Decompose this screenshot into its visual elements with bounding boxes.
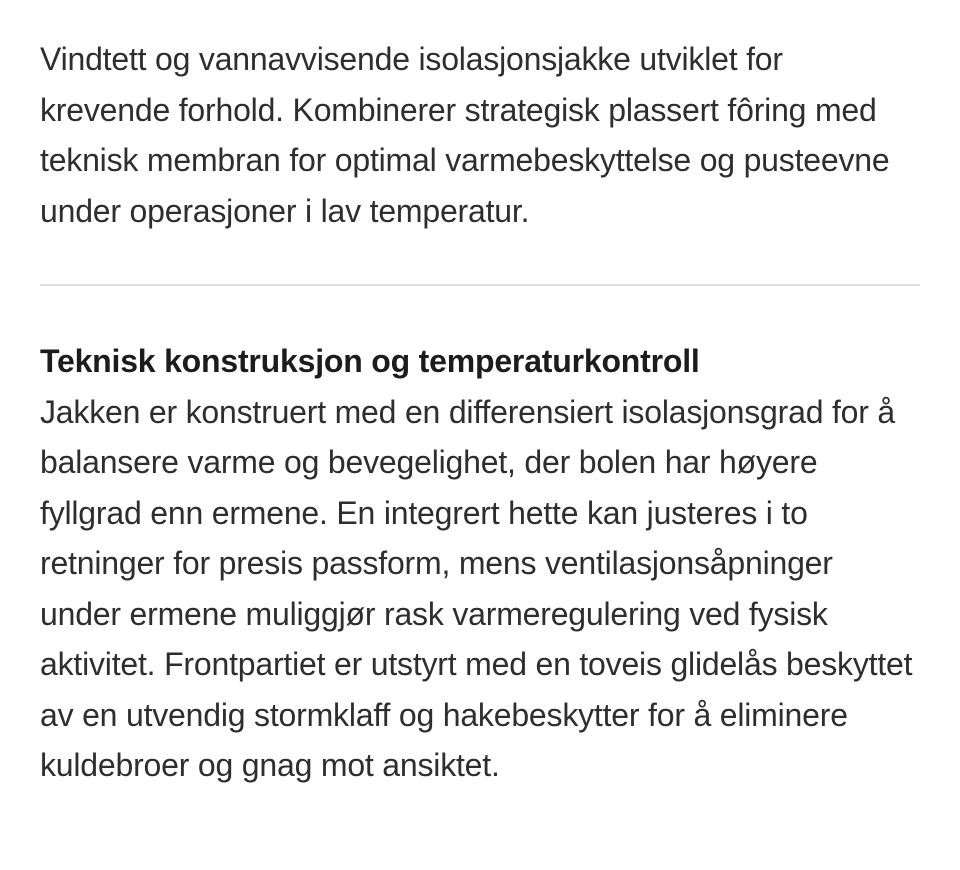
product-intro-text: Vindtett og vannavvisende isolasjonsjakke utviklet for krevende forhold. Kombinerer strategisk plassert fôring med teknisk membran for optimal varmebeskyttelse og pusteevne under operasjoner i lav temperatur. [40,41,890,229]
technical-section [40,336,920,791]
section-body-text: Jakken er konstruert med en differensiert isolasjonsgrad for å balansere varme og bevegelighet, der bolen har høyere fyllgrad enn ermene. En integrert hette kan justeres i to retninger for presis passform, mens ventilasjonsåpninger under ermene muliggjør rask varmeregulering ved fysisk aktivitet. Frontpartiet er utstyrt med en toveis glidelås beskyttet av en utvendig stormklaff og hakebeskytter for å eliminere kuldebroer og gnag mot ansiktet. [40,393,913,783]
section-heading: Teknisk konstruksjon og temperaturkontroll [40,343,700,379]
section-divider [40,284,920,286]
